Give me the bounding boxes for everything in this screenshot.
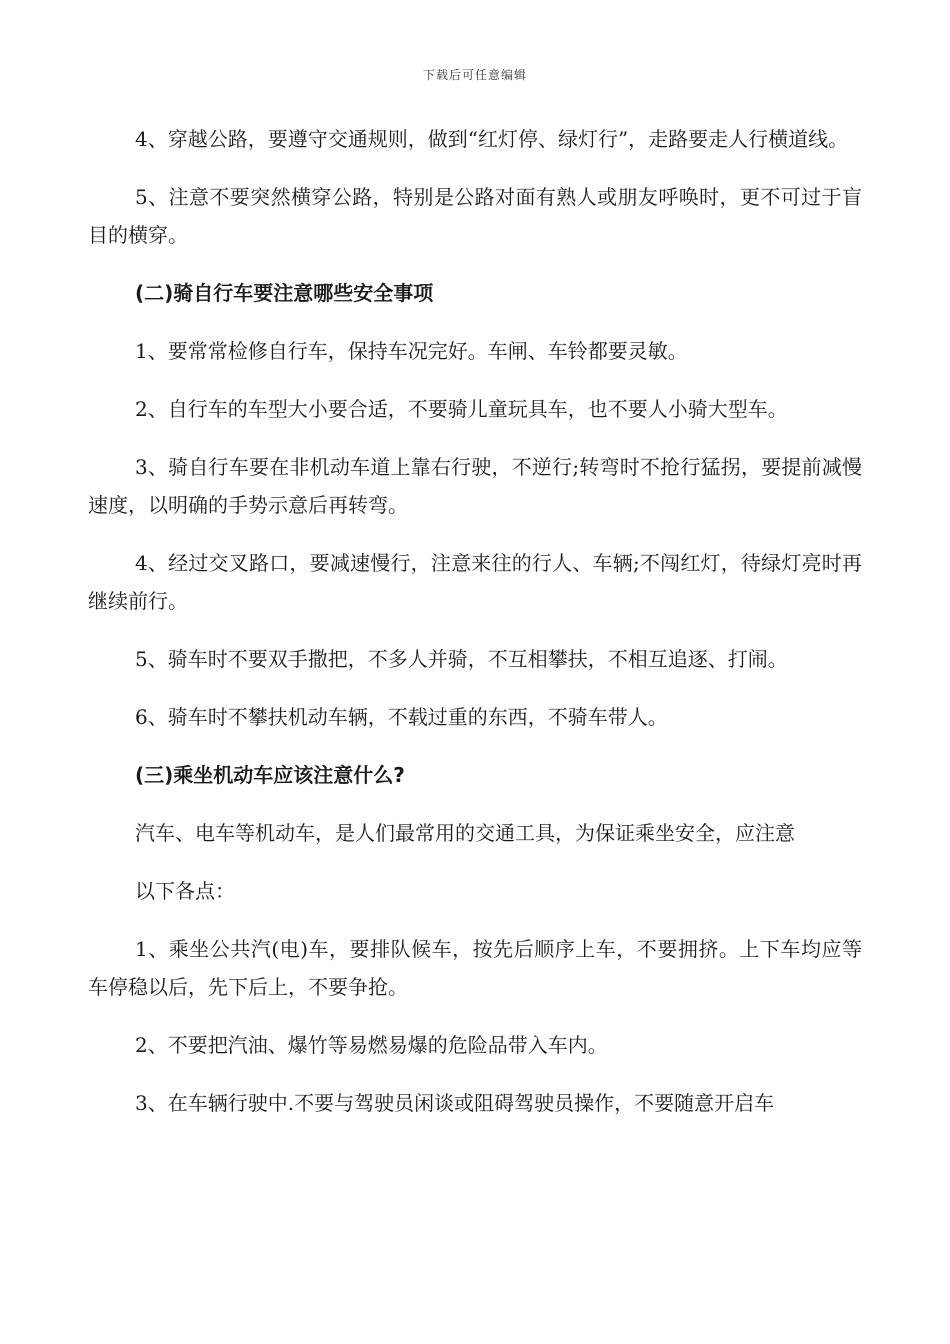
paragraph: 2、不要把汽油、爆竹等易燃易爆的危险品带入车内。 [135, 1033, 608, 1057]
paragraph: 汽车、电车等机动车，是人们最常用的交通工具，为保证乘坐安全，应注意 [135, 821, 795, 845]
paragraph: 4、经过交叉路口，要减速慢行，注意来往的行人、车辆;不闯红灯，待绿灯亮时再继续前行。 [88, 551, 862, 613]
paragraph: 以下各点： [135, 879, 235, 903]
paragraph: 4、穿越公路，要遵守交通规则，做到“红灯停、绿灯行”，走路要走人行横道线。 [135, 127, 849, 151]
section-heading: (二)骑自行车要注意哪些安全事项 [135, 281, 434, 305]
header-note: 下载后可任意编辑 [422, 68, 527, 82]
paragraph: 3、骑自行车要在非机动车道上靠右行驶，不逆行;转弯时不抢行猛拐，要提前减慢速度，以明确的手势示意后再转弯。 [88, 455, 862, 517]
paragraph: 5、骑车时不要双手撒把，不多人并骑，不互相攀扶，不相互追逐、打闹。 [135, 647, 788, 671]
document-body [88, 120, 862, 1142]
paragraph: 3、在车辆行驶中.不要与驾驶员闲谈或阻碍驾驶员操作，不要随意开启车 [135, 1091, 775, 1115]
paragraph: 6、骑车时不攀扶机动车辆，不载过重的东西，不骑车带人。 [135, 705, 668, 729]
section-heading: (三)乘坐机动车应该注意什么? [135, 763, 405, 787]
paragraph: 1、乘坐公共汽(电)车，要排队候车，按先后顺序上车，不要拥挤。上下车均应等车停稳以后，先下后上，不要争抢。 [88, 937, 862, 999]
paragraph: 1、要常常检修自行车，保持车况完好。车闸、车铃都要灵敏。 [135, 339, 688, 363]
paragraph: 5、注意不要突然横穿公路，特别是公路对面有熟人或朋友呼唤时，更不可过于盲目的横穿。 [88, 185, 862, 247]
paragraph: 2、自行车的车型大小要合适，不要骑儿童玩具车，也不要人小骑大型车。 [135, 397, 788, 421]
